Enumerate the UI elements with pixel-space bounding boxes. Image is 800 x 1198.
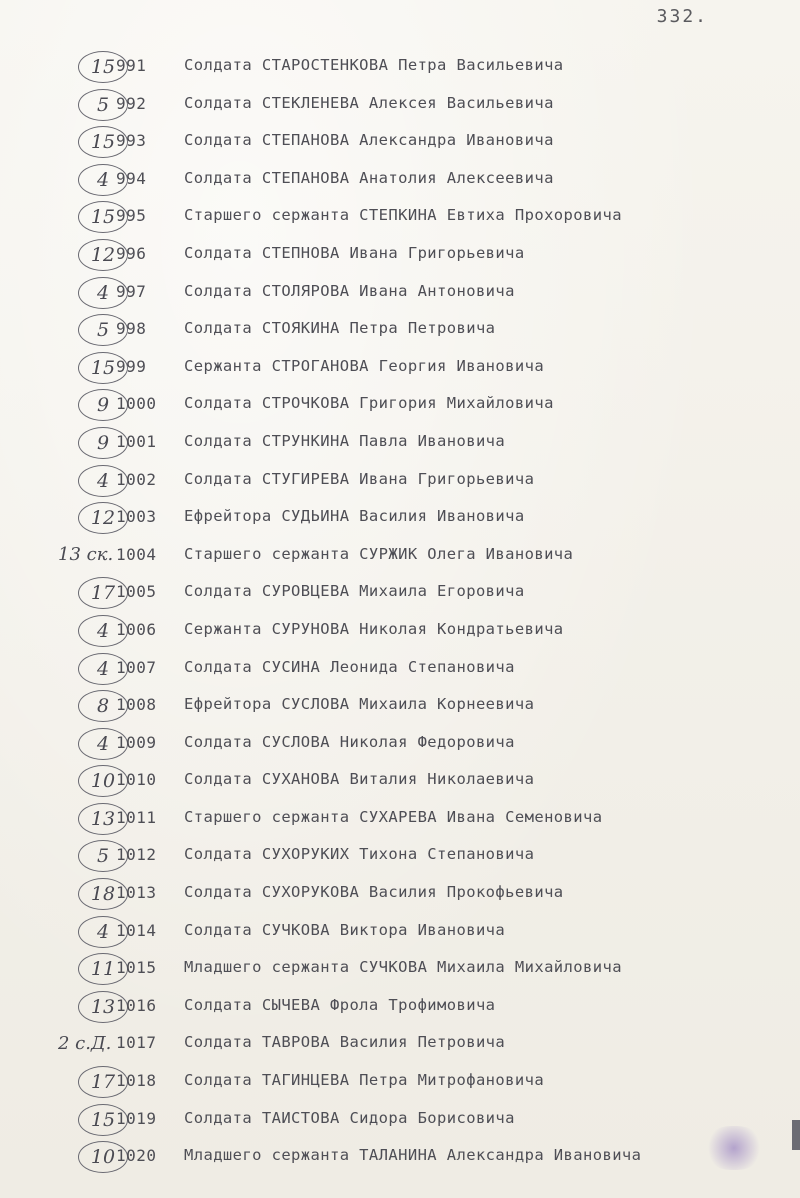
entry-text: Солдата СУСИНА Леонида Степановича <box>184 657 515 676</box>
handwritten-mark: 4 <box>78 653 128 685</box>
entry-number: 1006 <box>116 619 157 639</box>
entry-number: 1003 <box>116 507 157 527</box>
list-item <box>0 1063 800 1101</box>
list-item <box>0 1138 800 1176</box>
handwritten-mark: 5 <box>78 840 128 872</box>
entry-number: 996 <box>116 243 147 263</box>
entry-number: 1005 <box>116 582 157 602</box>
handwritten-mark: 4 <box>78 615 128 647</box>
page-number: 332. <box>656 6 708 27</box>
entry-text: Солдата СТРУНКИНА Павла Ивановича <box>184 431 506 450</box>
entry-text: Младшего сержанта ТАЛАНИНА Александра Ивановича <box>184 1146 642 1165</box>
entry-number: 991 <box>116 56 147 75</box>
entry-text: Солдата СТЕПАНОВА Анатолия Алексеевича <box>184 168 554 187</box>
entry-number: 992 <box>116 93 147 113</box>
entry-number: 1020 <box>116 1146 157 1166</box>
entry-text: Солдата ТАВРОВА Василия Петровича <box>184 1033 506 1052</box>
list-item <box>0 837 800 875</box>
entry-number: 1016 <box>116 995 157 1015</box>
entry-number: 993 <box>116 131 147 151</box>
handwritten-mark: 10 <box>78 1141 128 1173</box>
list-item <box>0 1101 800 1139</box>
list-item <box>0 875 800 913</box>
handwritten-mark: 15 <box>78 1104 128 1136</box>
handwritten-mark: 15 <box>78 126 128 158</box>
entry-number: 1009 <box>116 732 157 752</box>
list-item <box>0 725 800 763</box>
list-item <box>0 988 800 1026</box>
entry-number: 1013 <box>116 883 157 903</box>
handwritten-mark: 12 <box>78 239 128 271</box>
entry-number: 1007 <box>116 657 157 677</box>
list-item <box>0 913 800 951</box>
entry-text: Солдата СЫЧЕВА Фрола Трофимовича <box>184 995 496 1014</box>
entry-list <box>0 48 800 1176</box>
handwritten-mark: 12 <box>78 502 128 534</box>
entry-text: Солдата СТАРОСТЕНКОВА Петра Васильевича <box>184 56 564 74</box>
list-item <box>0 386 800 424</box>
entry-text: Сержанта СТРОГАНОВА Георгия Ивановича <box>184 356 545 375</box>
list-item <box>0 311 800 349</box>
entry-text: Солдата СТЕПНОВА Ивана Григорьевича <box>184 243 525 262</box>
entry-text: Младшего сержанта СУЧКОВА Михаила Михайловича <box>184 958 622 977</box>
entry-number: 1017 <box>116 1033 157 1053</box>
handwritten-mark: 13 ск. <box>58 544 114 566</box>
entry-number: 1019 <box>116 1108 157 1128</box>
entry-text: Солдата СТУГИРЕВА Ивана Григорьевича <box>184 469 535 488</box>
list-item <box>0 198 800 236</box>
handwritten-mark: 18 <box>78 878 128 910</box>
entry-text: Солдата СТОЯКИНА Петра Петровича <box>184 319 496 338</box>
list-item <box>0 349 800 387</box>
entry-number: 1002 <box>116 469 157 489</box>
entry-text: Солдата СТЕКЛЕНЕВА Алексея Васильевича <box>184 93 554 112</box>
handwritten-mark: 13 <box>78 991 128 1023</box>
list-item <box>0 236 800 274</box>
entry-number: 1001 <box>116 431 157 451</box>
handwritten-mark: 5 <box>78 314 128 346</box>
entry-number: 1015 <box>116 958 157 978</box>
entry-number: 1010 <box>116 770 157 790</box>
list-item <box>0 574 800 612</box>
entry-text: Старшего сержанта СТЕПКИНА Евтиха Прохоровича <box>184 206 622 225</box>
handwritten-mark: 15 <box>78 352 128 384</box>
list-item <box>0 612 800 650</box>
entry-number: 1004 <box>116 544 157 564</box>
list-item <box>0 499 800 537</box>
entry-text: Ефрейтора СУСЛОВА Михаила Корнеевича <box>184 695 535 714</box>
list-item <box>0 800 800 838</box>
entry-text: Старшего сержанта СУРЖИК Олега Ивановича <box>184 544 574 563</box>
list-item <box>0 462 800 500</box>
entry-number: 1012 <box>116 845 157 865</box>
handwritten-mark: 4 <box>78 728 128 760</box>
entry-text: Солдата СУЧКОВА Виктора Ивановича <box>184 920 506 939</box>
handwritten-mark: 2 с.Д. <box>58 1032 112 1054</box>
list-item <box>0 86 800 124</box>
list-item <box>0 687 800 725</box>
list-item <box>0 650 800 688</box>
entry-text: Солдата СУХАНОВА Виталия Николаевича <box>184 770 535 789</box>
entry-number: 997 <box>116 281 147 301</box>
handwritten-mark: 4 <box>78 164 128 196</box>
list-item <box>0 123 800 161</box>
list-item <box>0 762 800 800</box>
handwritten-mark: 9 <box>78 389 128 421</box>
list-item <box>0 1025 800 1063</box>
handwritten-mark: 17 <box>78 577 128 609</box>
handwritten-mark: 8 <box>78 690 128 722</box>
entry-text: Ефрейтора СУДЬИНА Василия Ивановича <box>184 507 525 526</box>
entry-number: 1014 <box>116 920 157 940</box>
handwritten-mark: 10 <box>78 765 128 797</box>
handwritten-mark: 17 <box>78 1066 128 1098</box>
list-item <box>0 161 800 199</box>
list-item <box>0 950 800 988</box>
entry-number: 998 <box>116 319 147 339</box>
handwritten-mark: 9 <box>78 427 128 459</box>
entry-text: Солдата СТЕПАНОВА Александра Ивановича <box>184 131 554 150</box>
list-item <box>0 48 800 86</box>
entry-number: 1011 <box>116 807 157 827</box>
entry-text: Солдата СТОЛЯРОВА Ивана Антоновича <box>184 281 515 300</box>
list-item <box>0 424 800 462</box>
entry-number: 994 <box>116 168 147 188</box>
entry-number: 995 <box>116 206 147 226</box>
entry-text: Солдата СТРОЧКОВА Григория Михайловича <box>184 394 554 413</box>
handwritten-mark: 13 <box>78 803 128 835</box>
entry-text: Солдата СУХОРУКОВА Василия Прокофьевича <box>184 883 564 902</box>
list-item <box>0 537 800 575</box>
ink-stain <box>704 1126 764 1170</box>
entry-text: Солдата СУХОРУКИХ Тихона Степановича <box>184 845 535 864</box>
handwritten-mark: 4 <box>78 916 128 948</box>
paper-edge-mark <box>792 1120 800 1150</box>
handwritten-mark: 11 <box>78 953 128 985</box>
handwritten-mark: 4 <box>78 465 128 497</box>
entry-text: Солдата СУСЛОВА Николая Федоровича <box>184 732 515 751</box>
entry-number: 1008 <box>116 695 157 715</box>
entry-text: Солдата ТАИСТОВА Сидора Борисовича <box>184 1108 515 1127</box>
entry-text: Старшего сержанта СУХАРЕВА Ивана Семеновича <box>184 807 603 826</box>
handwritten-mark: 15 <box>78 51 128 83</box>
entry-text: Сержанта СУРУНОВА Николая Кондратьевича <box>184 619 564 638</box>
list-item <box>0 274 800 312</box>
entry-number: 999 <box>116 356 147 376</box>
entry-text: Солдата СУРОВЦЕВА Михаила Егоровича <box>184 582 525 601</box>
entry-number: 1018 <box>116 1071 157 1091</box>
handwritten-mark: 15 <box>78 201 128 233</box>
entry-number: 1000 <box>116 394 157 414</box>
handwritten-mark: 5 <box>78 89 128 121</box>
entry-text: Солдата ТАГИНЦЕВА Петра Митрофановича <box>184 1071 545 1090</box>
handwritten-mark: 4 <box>78 277 128 309</box>
